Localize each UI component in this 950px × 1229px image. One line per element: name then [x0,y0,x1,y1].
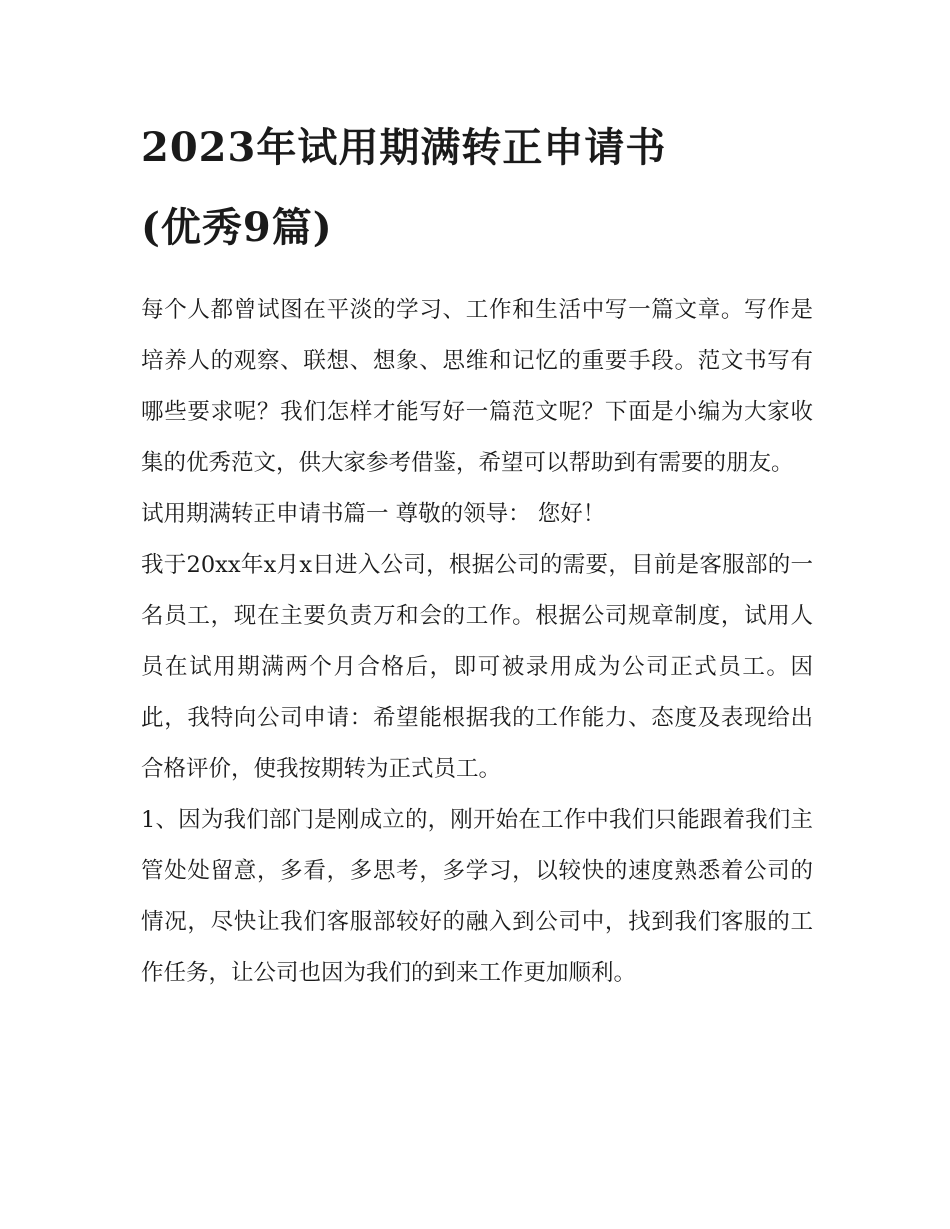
title-line-1: 2023年试用期满转正申请书 [141,124,667,171]
body-paragraph: 我于20xx年x月x日进入公司，根据公司的需要，目前是客服部的一名员工，现在主要负责万和会的工作。根据公司规章制度，试用人员在试用期满两个月合格后，即可被录用成为公司正式员工。因此，我特向公司申请：希望能根据我的工作能力、态度及表现给出合格评价，使我按期转为正式员工。 [141,552,813,782]
title-line-2: (优秀9篇) [141,204,333,251]
intro-paragraph: 每个人都曾试图在平淡的学习、工作和生活中写一篇文章。写作是培养人的观察、联想、想象、思维和记忆的重要手段。范文书写有哪些要求呢？我们怎样才能写好一篇范文呢？下面是小编为大家收集的优秀范文，供大家参考借鉴，希望可以帮助到有需要的朋友。 [141,297,813,476]
document-title [141,108,813,268]
document-body [141,285,813,999]
document-page [141,108,813,999]
salutation-paragraph: 试用期满转正申请书篇一 尊敬的领导： 您好！ [141,501,606,527]
point-1-paragraph: 1、因为我们部门是刚成立的，刚开始在工作中我们只能跟着我们主管处处留意，多看，多思考，多学习，以较快的速度熟悉着公司的情况，尽快让我们客服部较好的融入到公司中，找到我们客服的工作任务，让公司也因为我们的到来工作更加顺利。 [141,807,813,986]
